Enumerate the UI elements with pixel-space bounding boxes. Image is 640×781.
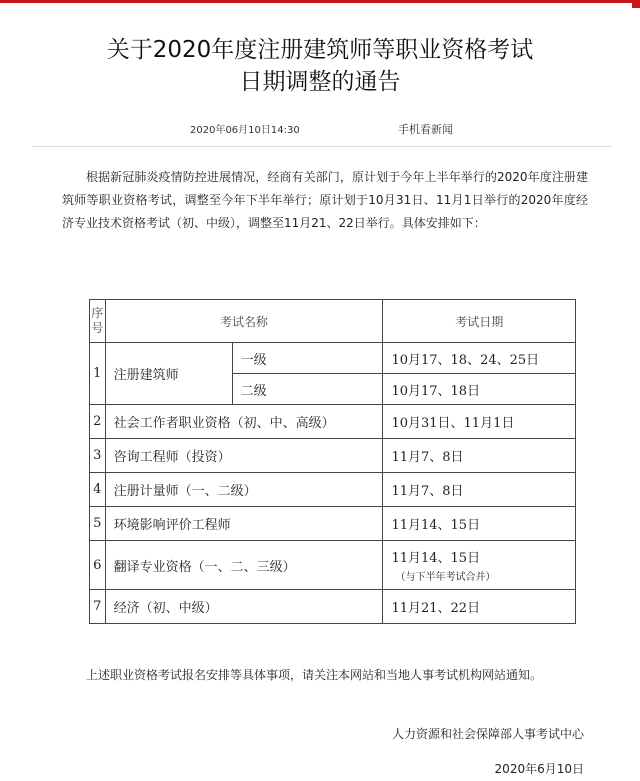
table-row	[90, 473, 576, 507]
page-title	[0, 34, 640, 98]
closing-paragraph: 上述职业资格考试报名安排等具体事项，请关注本网站和当地人事考试机构网站通知。	[86, 668, 543, 682]
exam-date-cell	[383, 541, 576, 590]
exam-name: 注册建筑师	[105, 343, 232, 405]
exam-name: 社会工作者职业资格（初、中、高级）	[105, 405, 383, 439]
header-divider	[32, 146, 612, 147]
exam-date: 10月31日、11月1日	[383, 405, 576, 439]
publish-datetime: 2020年06月10日14:30	[190, 125, 300, 136]
exam-date-note: （与下半年考试合并）	[395, 572, 496, 583]
exam-name: 注册计量师（一、二级）	[105, 473, 383, 507]
exam-name: 环境影响评价工程师	[105, 507, 383, 541]
table-row	[90, 541, 576, 590]
row-no: 3	[90, 439, 106, 473]
header-no: 序号	[90, 300, 106, 343]
corner-accent	[632, 0, 640, 8]
header-name: 考试名称	[105, 300, 383, 343]
exam-name: 咨询工程师（投资）	[105, 439, 383, 473]
mobile-view-link[interactable]: 手机看新闻	[398, 123, 453, 136]
exam-date: 11月7、8日	[383, 473, 576, 507]
row-no: 1	[90, 343, 106, 405]
exam-level: 二级	[232, 374, 383, 405]
top-accent-bar	[0, 0, 640, 3]
row-no: 2	[90, 405, 106, 439]
table-header-row	[90, 300, 576, 343]
exam-name: 经济（初、中级）	[105, 590, 383, 624]
exam-date: 11月21、22日	[383, 590, 576, 624]
row-no: 5	[90, 507, 106, 541]
exam-date: 10月17、18、24、25日	[383, 343, 576, 374]
exam-schedule-table	[89, 299, 576, 624]
exam-date: 10月17、18日	[383, 374, 576, 405]
intro-paragraph: 根据新冠肺炎疫情防控进展情况，经商有关部门，原计划于今年上半年举行的2020年度注册建筑师等职业资格考试，调整至今年下半年举行；原计划于10月31日、11月1日举行的2020年度经济专业技术资格考试（初、中级），调整至11月21、22日举行。具体安排如下：	[62, 170, 588, 230]
exam-date: 11月14、15日	[391, 551, 481, 566]
table-row	[90, 590, 576, 624]
exam-date: 11月7、8日	[383, 439, 576, 473]
issue-date: 2020年6月10日	[494, 762, 584, 776]
title-line-1: 关于2020年度注册建筑师等职业资格考试	[106, 37, 534, 63]
header-date: 考试日期	[383, 300, 576, 343]
table-row	[90, 405, 576, 439]
row-no: 4	[90, 473, 106, 507]
issuer-signature: 人力资源和社会保障部人事考试中心	[391, 727, 584, 741]
exam-date: 11月14、15日	[383, 507, 576, 541]
table-row	[90, 507, 576, 541]
exam-name: 翻译专业资格（一、二、三级）	[105, 541, 383, 590]
row-no: 7	[90, 590, 106, 624]
exam-level: 一级	[232, 343, 383, 374]
table-row	[90, 343, 576, 374]
title-line-2: 日期调整的通告	[239, 69, 401, 95]
table-row	[90, 439, 576, 473]
row-no: 6	[90, 541, 106, 590]
